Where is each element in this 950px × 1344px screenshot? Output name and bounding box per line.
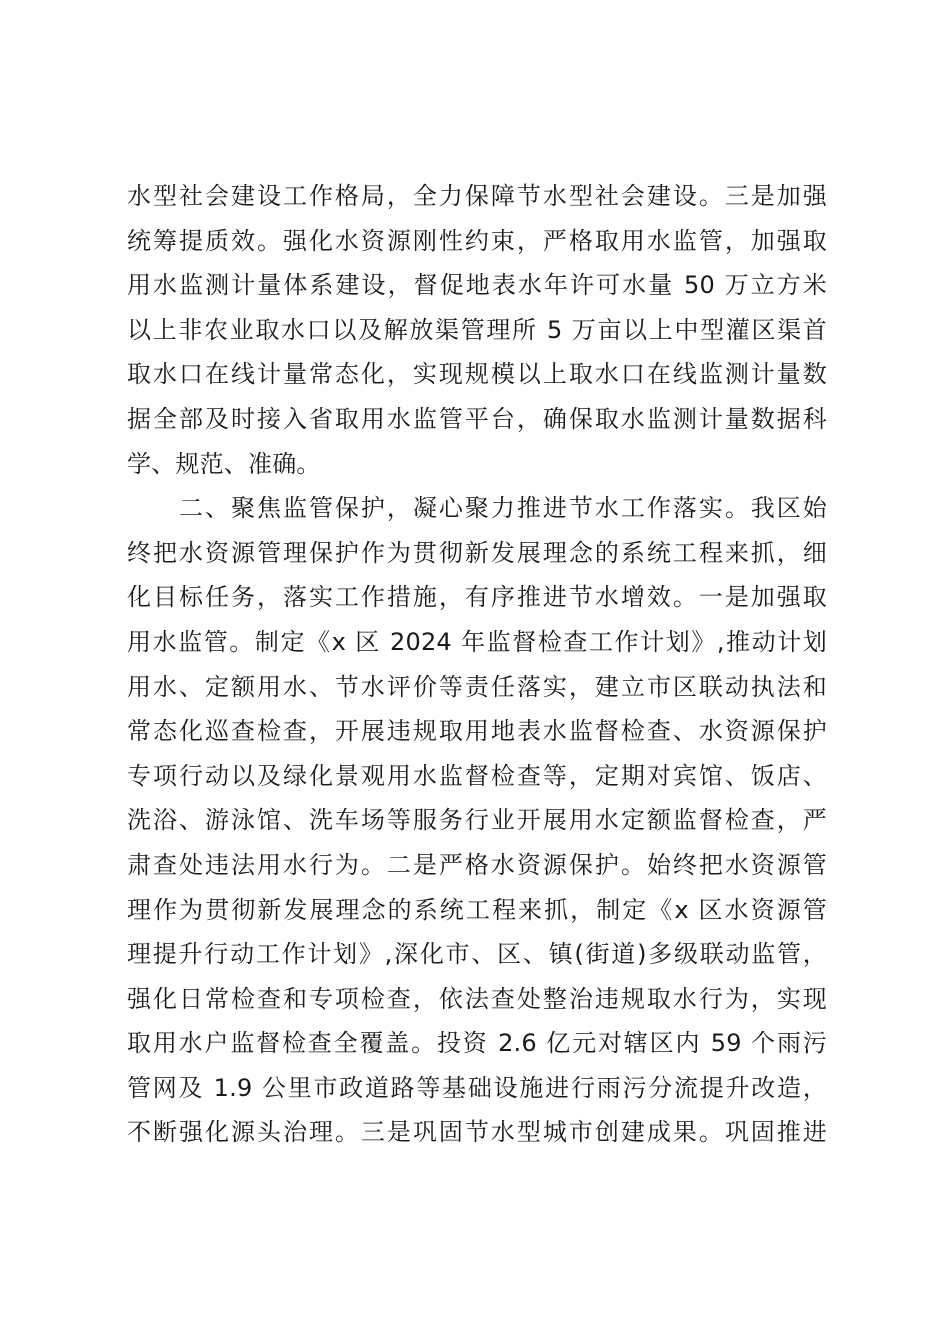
text-line: 化目标任务，落实工作措施，有序推进节水增效。一是加强取 <box>127 583 827 612</box>
text-line: 取水口在线计量常态化，实现规模以上取水口在线监测计量数 <box>127 360 827 389</box>
text-line: 不断强化源头治理。三是巩固节水型城市创建成果。巩固推进 <box>127 1118 827 1147</box>
text-line: 取用水户监督检查全覆盖。投资 2.6 亿元对辖区内 59 个雨污 <box>127 1029 827 1058</box>
text-line: 用水监管。制定《x 区 2024 年监督检查工作计划》,推动计划 <box>127 627 827 656</box>
text-line: 理提升行动工作计划》,深化市、区、镇(街道)多级联动监管， <box>127 940 827 969</box>
text-line: 管网及 1.9 公里市政道路等基础设施进行雨污分流提升改造， <box>127 1073 827 1102</box>
text-line: 学、规范、准确。 <box>127 449 321 478</box>
text-line: 水型社会建设工作格局，全力保障节水型社会建设。三是加强 <box>127 182 827 210</box>
text-line: 肃查处违法用水行为。二是严格水资源保护。始终把水资源管 <box>127 850 827 879</box>
text-line: 洗浴、游泳馆、洗车场等服务行业开展用水定额监督检查，严 <box>127 806 827 835</box>
text-line: 专项行动以及绿化景观用水监督检查等，定期对宾馆、饭店、 <box>127 761 827 790</box>
text-line: 用水、定额用水、节水评价等责任落实，建立市区联动执法和 <box>127 672 827 701</box>
body-text <box>127 174 827 1155</box>
text-line: 以上非农业取水口以及解放渠管理所 5 万亩以上中型灌区渠首 <box>127 315 827 344</box>
text-line: 据全部及时接入省取用水监管平台，确保取水监测计量数据科 <box>127 404 827 433</box>
text-line: 二、聚焦监管保护，凝心聚力推进节水工作落实。我区始 <box>127 494 827 523</box>
text-line: 常态化巡查检查，开展违规取用地表水监督检查、水资源保护 <box>127 717 827 746</box>
text-line: 终把水资源管理保护作为贯彻新发展理念的系统工程来抓，细 <box>127 538 827 567</box>
text-line: 用水监测计量体系建设，督促地表水年许可水量 50 万立方米 <box>127 271 827 300</box>
text-line: 统筹提质效。强化水资源刚性约束，严格取用水监管，加强取 <box>127 226 827 255</box>
text-line: 理作为贯彻新发展理念的系统工程来抓，制定《x 区水资源管 <box>127 895 827 924</box>
text-line: 强化日常检查和专项检查，依法查处整治违规取水行为，实现 <box>127 984 827 1013</box>
